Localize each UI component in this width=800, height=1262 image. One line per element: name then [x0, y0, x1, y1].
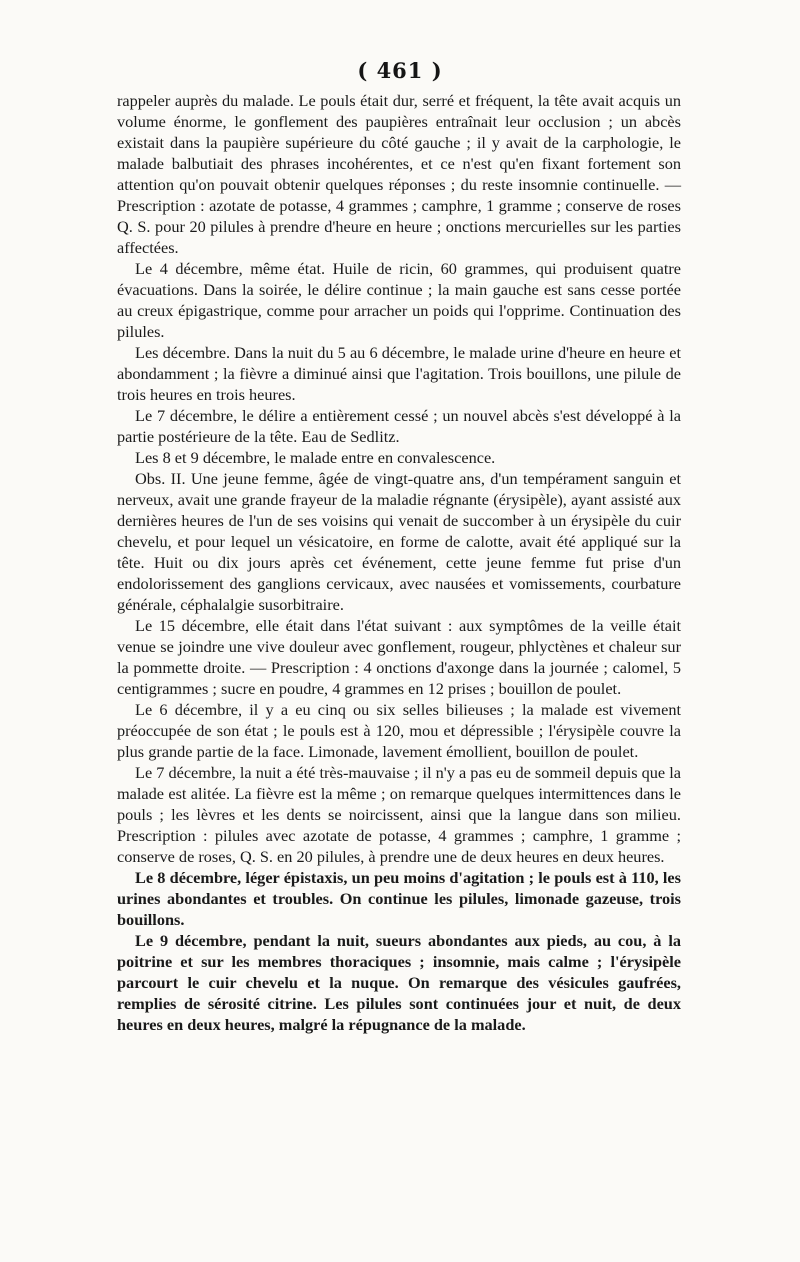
- paragraph-8: Le 6 décembre, il y a eu cinq ou six selles bilieuses ; la malade est vivement préoccupée de son état ; le pouls est à 120, mou et dépressible ; l'érysipèle couvre la plus grande partie de la face. Limonade, lavement émollient, bouillon de poulet.: [117, 700, 681, 761]
- paragraph-10: Le 8 décembre, léger épistaxis, un peu moins d'agitation ; le pouls est à 110, les urines abondantes et troubles. On continue les pilules, limonade gazeuse, trois bouillons.: [117, 868, 681, 929]
- body-text: [117, 90, 681, 1035]
- paragraph-2: Le 4 décembre, même état. Huile de ricin, 60 grammes, qui produisent quatre évacuations. Dans la soirée, le délire continue ; la main gauche est sans cesse portée au creux épigastrique, comme pour arracher un poids qui l'opprime. Continuation des pilules.: [117, 259, 681, 341]
- paragraph-1: rappeler auprès du malade. Le pouls était dur, serré et fréquent, la tête avait acquis un volume énorme, le gonflement des paupières entraînait leur occlusion ; un abcès existait dans la paupière supérieure du côté gauche ; il y avait de la carphologie, le malade balbutiait des phrases incohérentes, et ce n'est qu'en fixant fortement son attention qu'on pouvait obtenir quelques réponses ; du reste insomnie continuelle. — Prescription : azotate de potasse, 4 grammes ; camphre, 1 gramme ; conserve de roses Q. S. pour 20 pilules à prendre d'heure en heure ; onctions mercurielles sur les parties affectées.: [117, 91, 681, 257]
- paragraph-3: Les décembre. Dans la nuit du 5 au 6 décembre, le malade urine d'heure en heure et abondamment ; la fièvre a diminué ainsi que l'agitation. Trois bouillons, une pilule de trois heures en trois heures.: [117, 343, 681, 404]
- paragraph-5: Les 8 et 9 décembre, le malade entre en convalescence.: [135, 448, 496, 467]
- paragraph-9: Le 7 décembre, la nuit a été très-mauvaise ; il n'y a pas eu de sommeil depuis que la malade est alitée. La fièvre est la même ; on remarque quelques intermittences dans le pouls ; les lèvres et les dents se noircissent, ainsi que la langue dans son milieu. Prescription : pilules avec azotate de potasse, 4 grammes ; camphre, 1 gramme ; conserve de roses, Q. S. en 20 pilules, à prendre une de deux heures en deux heures.: [117, 763, 681, 866]
- paragraph-7: Le 15 décembre, elle était dans l'état suivant : aux symptômes de la veille était venue se joindre une vive douleur avec gonflement, rougeur, phlyctènes et chaleur sur la pommette droite. — Prescription : 4 onctions d'axonge dans la journée ; calomel, 5 centigrammes ; sucre en poudre, 4 grammes en 12 prises ; bouillon de poulet.: [117, 616, 681, 698]
- paragraph-6: Obs. II. Une jeune femme, âgée de vingt-quatre ans, d'un tempérament sanguin et nerveux, avait une grande frayeur de la maladie régnante (érysipèle), ayant assisté aux dernières heures de l'un de ses voisins qui venait de succomber à un érysipèle du cuir chevelu, et pour lequel un vésicatoire, en forme de calotte, avait été appliqué sur la tête. Huit ou dix jours après cet événement, cette jeune femme fut prise d'un endolorissement des ganglions cervicaux, avec nausées et vomissements, courbature générale, céphalalgie susorbitraire.: [117, 469, 681, 614]
- paragraph-11: Le 9 décembre, pendant la nuit, sueurs abondantes aux pieds, au cou, à la poitrine et sur les membres thoraciques ; insomnie, mais calme ; l'érysipèle parcourt le cuir chevelu et la nuque. On remarque des vésicules gaufrées, remplies de sérosité citrine. Les pilules sont continuées jour et nuit, de deux heures en deux heures, malgré la répugnance de la malade.: [117, 931, 681, 1034]
- paragraph-4: Le 7 décembre, le délire a entièrement cessé ; un nouvel abcès s'est développé à la partie postérieure de la tête. Eau de Sedlitz.: [117, 406, 681, 446]
- page-number: ( 461 ): [357, 58, 443, 83]
